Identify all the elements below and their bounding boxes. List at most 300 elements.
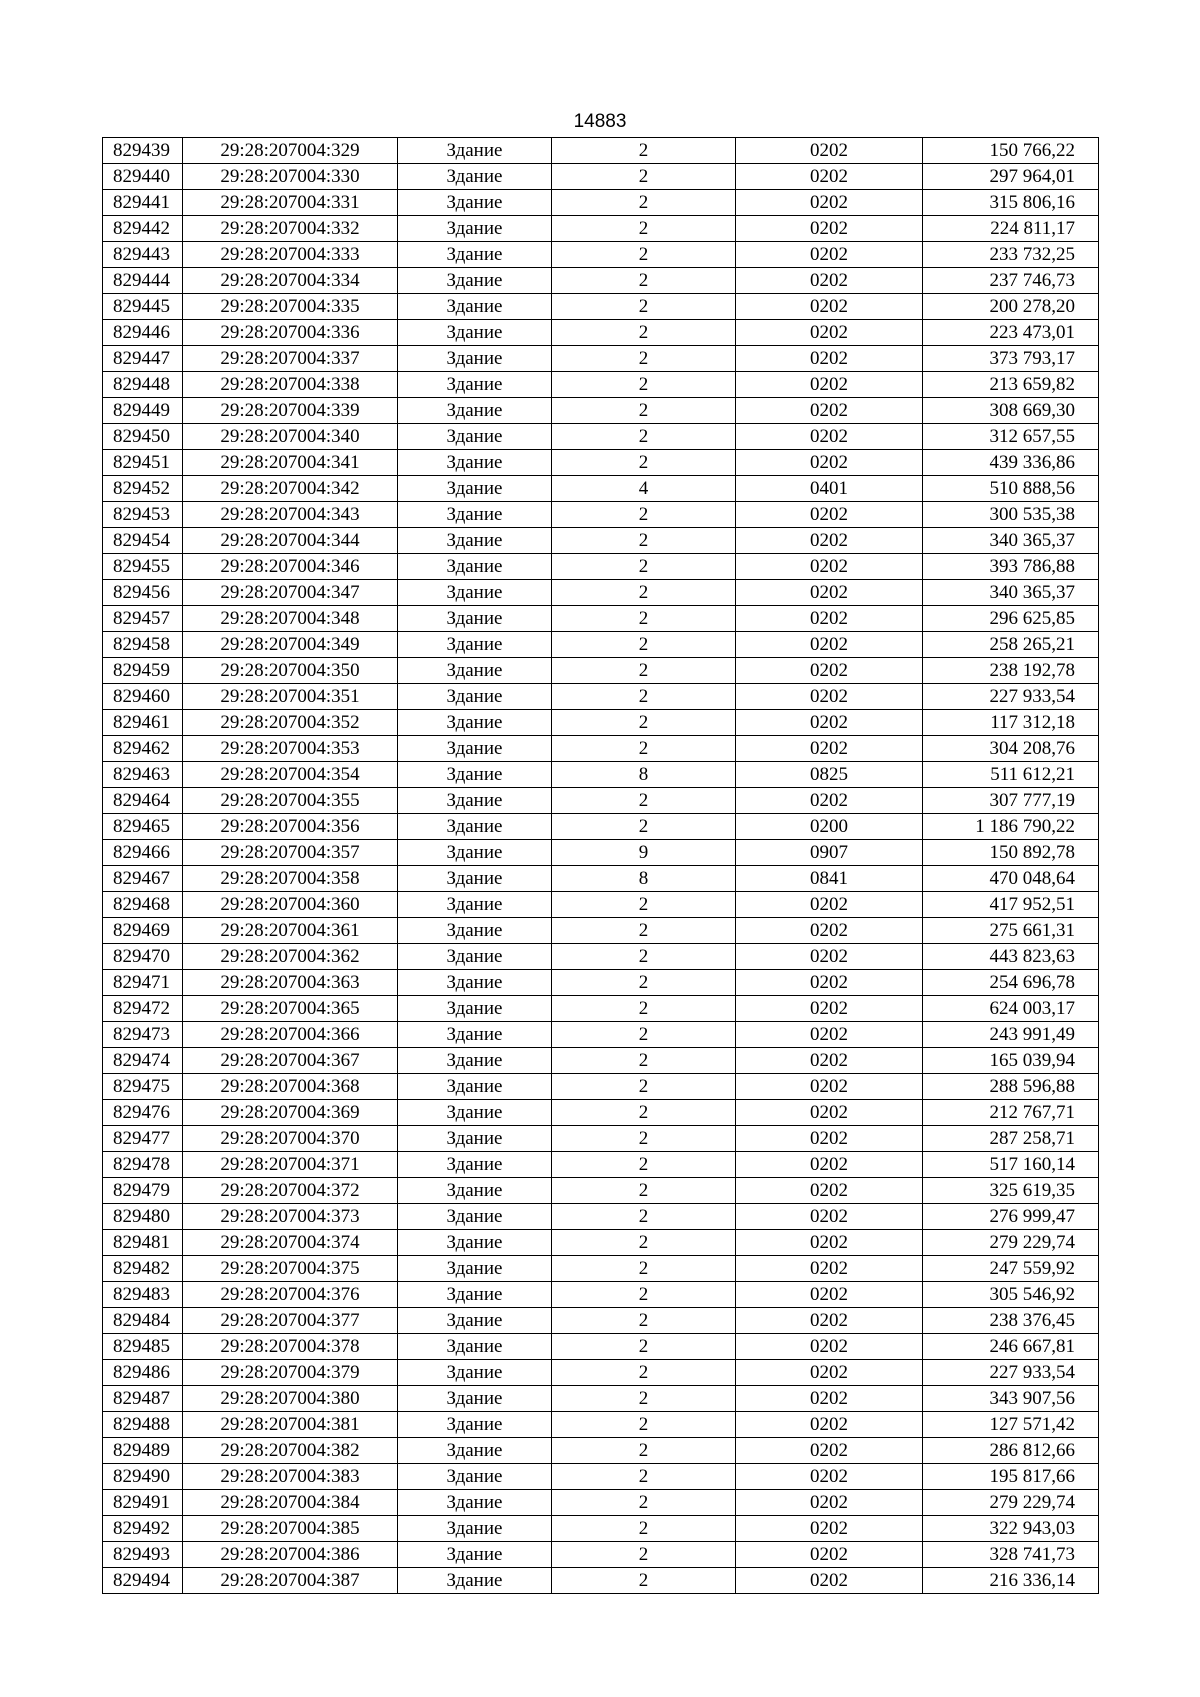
object-id-cell: 829458 [103,632,183,658]
table-row [103,1282,1099,1308]
object-type-cell: Здание [398,372,552,398]
group-cell: 2 [552,1464,736,1490]
cadastral-number-cell: 29:28:207004:344 [183,528,398,554]
table-row [103,1542,1099,1568]
group-cell: 8 [552,762,736,788]
cadastral-number-cell: 29:28:207004:382 [183,1438,398,1464]
subgroup-code-cell: 0202 [736,320,923,346]
group-cell: 2 [552,424,736,450]
object-type-cell: Здание [398,1152,552,1178]
cadastral-value-cell: 276 999,47 [923,1204,1099,1230]
object-id-cell: 829475 [103,1074,183,1100]
cadastral-number-cell: 29:28:207004:369 [183,1100,398,1126]
object-type-cell: Здание [398,1230,552,1256]
subgroup-code-cell: 0202 [736,736,923,762]
subgroup-code-cell: 0202 [736,970,923,996]
subgroup-code-cell: 0202 [736,1282,923,1308]
object-id-cell: 829450 [103,424,183,450]
object-type-cell: Здание [398,580,552,606]
cadastral-value-cell: 296 625,85 [923,606,1099,632]
group-cell: 2 [552,294,736,320]
group-cell: 2 [552,554,736,580]
object-type-cell: Здание [398,216,552,242]
table-row [103,1412,1099,1438]
subgroup-code-cell: 0202 [736,554,923,580]
cadastral-number-cell: 29:28:207004:358 [183,866,398,892]
subgroup-code-cell: 0202 [736,996,923,1022]
cadastral-number-cell: 29:28:207004:335 [183,294,398,320]
group-cell: 2 [552,814,736,840]
group-cell: 2 [552,1542,736,1568]
table-row [103,372,1099,398]
cadastral-number-cell: 29:28:207004:333 [183,242,398,268]
cadastral-number-cell: 29:28:207004:331 [183,190,398,216]
group-cell: 2 [552,788,736,814]
cadastral-number-cell: 29:28:207004:365 [183,996,398,1022]
cadastral-number-cell: 29:28:207004:367 [183,1048,398,1074]
group-cell: 2 [552,268,736,294]
subgroup-code-cell: 0202 [736,346,923,372]
object-id-cell: 829491 [103,1490,183,1516]
subgroup-code-cell: 0202 [736,1386,923,1412]
cadastral-value-cell: 117 312,18 [923,710,1099,736]
cadastral-number-cell: 29:28:207004:353 [183,736,398,762]
group-cell: 2 [552,450,736,476]
subgroup-code-cell: 0202 [736,1568,923,1594]
cadastral-value-cell: 328 741,73 [923,1542,1099,1568]
table-row [103,164,1099,190]
table-row [103,1074,1099,1100]
subgroup-code-cell: 0401 [736,476,923,502]
cadastral-number-cell: 29:28:207004:334 [183,268,398,294]
object-type-cell: Здание [398,684,552,710]
object-type-cell: Здание [398,476,552,502]
object-id-cell: 829484 [103,1308,183,1334]
table-row [103,268,1099,294]
cadastral-number-cell: 29:28:207004:386 [183,1542,398,1568]
subgroup-code-cell: 0202 [736,788,923,814]
object-id-cell: 829481 [103,1230,183,1256]
subgroup-code-cell: 0202 [736,1126,923,1152]
cadastral-number-cell: 29:28:207004:329 [183,138,398,164]
subgroup-code-cell: 0202 [736,242,923,268]
object-type-cell: Здание [398,1386,552,1412]
subgroup-code-cell: 0202 [736,944,923,970]
cadastral-value-cell: 307 777,19 [923,788,1099,814]
cadastral-number-cell: 29:28:207004:381 [183,1412,398,1438]
group-cell: 2 [552,216,736,242]
cadastral-value-cell: 304 208,76 [923,736,1099,762]
group-cell: 2 [552,710,736,736]
group-cell: 2 [552,320,736,346]
object-id-cell: 829476 [103,1100,183,1126]
group-cell: 2 [552,1230,736,1256]
table-row [103,1360,1099,1386]
group-cell: 2 [552,164,736,190]
object-id-cell: 829462 [103,736,183,762]
cadastral-number-cell: 29:28:207004:371 [183,1152,398,1178]
cadastral-number-cell: 29:28:207004:355 [183,788,398,814]
subgroup-code-cell: 0202 [736,892,923,918]
group-cell: 2 [552,1204,736,1230]
object-id-cell: 829454 [103,528,183,554]
subgroup-code-cell: 0202 [736,1542,923,1568]
object-id-cell: 829468 [103,892,183,918]
cadastral-value-cell: 624 003,17 [923,996,1099,1022]
object-id-cell: 829444 [103,268,183,294]
object-id-cell: 829456 [103,580,183,606]
page-number: 14883 [573,111,627,132]
object-type-cell: Здание [398,190,552,216]
subgroup-code-cell: 0202 [736,1334,923,1360]
object-id-cell: 829457 [103,606,183,632]
cadastral-number-cell: 29:28:207004:379 [183,1360,398,1386]
table-row [103,346,1099,372]
cadastral-value-cell: 238 192,78 [923,658,1099,684]
group-cell: 2 [552,1074,736,1100]
object-id-cell: 829487 [103,1386,183,1412]
cadastral-value-cell: 315 806,16 [923,190,1099,216]
group-cell: 2 [552,242,736,268]
cadastral-number-cell: 29:28:207004:357 [183,840,398,866]
subgroup-code-cell: 0202 [736,216,923,242]
object-type-cell: Здание [398,450,552,476]
cadastral-value-cell: 287 258,71 [923,1126,1099,1152]
subgroup-code-cell: 0202 [736,164,923,190]
table-row [103,476,1099,502]
table-row [103,788,1099,814]
object-type-cell: Здание [398,606,552,632]
cadastral-value-cell: 393 786,88 [923,554,1099,580]
group-cell: 2 [552,1048,736,1074]
group-cell: 8 [552,866,736,892]
table-row [103,1464,1099,1490]
subgroup-code-cell: 0202 [736,1074,923,1100]
group-cell: 2 [552,398,736,424]
subgroup-code-cell: 0202 [736,528,923,554]
object-id-cell: 829459 [103,658,183,684]
object-type-cell: Здание [398,242,552,268]
subgroup-code-cell: 0202 [736,684,923,710]
table-row [103,216,1099,242]
cadastral-value-cell: 233 732,25 [923,242,1099,268]
cadastral-number-cell: 29:28:207004:377 [183,1308,398,1334]
subgroup-code-cell: 0202 [736,632,923,658]
cadastral-value-table [102,137,1099,1594]
cadastral-number-cell: 29:28:207004:342 [183,476,398,502]
object-type-cell: Здание [398,866,552,892]
object-type-cell: Здание [398,892,552,918]
table-row [103,840,1099,866]
cadastral-number-cell: 29:28:207004:341 [183,450,398,476]
table-row [103,1256,1099,1282]
object-type-cell: Здание [398,424,552,450]
cadastral-number-cell: 29:28:207004:348 [183,606,398,632]
subgroup-code-cell: 0200 [736,814,923,840]
object-id-cell: 829442 [103,216,183,242]
object-type-cell: Здание [398,1412,552,1438]
table-row [103,684,1099,710]
object-id-cell: 829489 [103,1438,183,1464]
cadastral-number-cell: 29:28:207004:347 [183,580,398,606]
cadastral-number-cell: 29:28:207004:370 [183,1126,398,1152]
table-row [103,944,1099,970]
group-cell: 4 [552,476,736,502]
cadastral-value-cell: 223 473,01 [923,320,1099,346]
object-id-cell: 829460 [103,684,183,710]
cadastral-value-cell: 254 696,78 [923,970,1099,996]
table-row [103,1334,1099,1360]
cadastral-value-cell: 275 661,31 [923,918,1099,944]
cadastral-value-cell: 443 823,63 [923,944,1099,970]
group-cell: 2 [552,970,736,996]
object-type-cell: Здание [398,164,552,190]
object-id-cell: 829483 [103,1282,183,1308]
subgroup-code-cell: 0202 [736,1516,923,1542]
cadastral-value-cell: 511 612,21 [923,762,1099,788]
object-id-cell: 829494 [103,1568,183,1594]
cadastral-value-cell: 195 817,66 [923,1464,1099,1490]
cadastral-value-cell: 165 039,94 [923,1048,1099,1074]
cadastral-number-cell: 29:28:207004:350 [183,658,398,684]
subgroup-code-cell: 0202 [736,1412,923,1438]
subgroup-code-cell: 0202 [736,1256,923,1282]
object-type-cell: Здание [398,528,552,554]
subgroup-code-cell: 0202 [736,1230,923,1256]
cadastral-value-cell: 227 933,54 [923,684,1099,710]
cadastral-number-cell: 29:28:207004:349 [183,632,398,658]
subgroup-code-cell: 0202 [736,1438,923,1464]
object-type-cell: Здание [398,1256,552,1282]
subgroup-code-cell: 0202 [736,294,923,320]
object-id-cell: 829477 [103,1126,183,1152]
cadastral-value-cell: 325 619,35 [923,1178,1099,1204]
object-type-cell: Здание [398,1464,552,1490]
object-type-cell: Здание [398,294,552,320]
group-cell: 2 [552,918,736,944]
object-type-cell: Здание [398,502,552,528]
object-type-cell: Здание [398,632,552,658]
table-row [103,658,1099,684]
subgroup-code-cell: 0202 [736,398,923,424]
cadastral-value-cell: 227 933,54 [923,1360,1099,1386]
cadastral-number-cell: 29:28:207004:360 [183,892,398,918]
object-type-cell: Здание [398,1438,552,1464]
cadastral-number-cell: 29:28:207004:362 [183,944,398,970]
group-cell: 2 [552,1308,736,1334]
object-id-cell: 829445 [103,294,183,320]
object-type-cell: Здание [398,814,552,840]
group-cell: 2 [552,1490,736,1516]
cadastral-value-cell: 150 766,22 [923,138,1099,164]
cadastral-number-cell: 29:28:207004:330 [183,164,398,190]
subgroup-code-cell: 0841 [736,866,923,892]
object-type-cell: Здание [398,1022,552,1048]
subgroup-code-cell: 0202 [736,606,923,632]
cadastral-value-cell: 224 811,17 [923,216,1099,242]
group-cell: 2 [552,632,736,658]
object-id-cell: 829474 [103,1048,183,1074]
cadastral-value-cell: 216 336,14 [923,1568,1099,1594]
table-row [103,1126,1099,1152]
subgroup-code-cell: 0202 [736,372,923,398]
object-type-cell: Здание [398,398,552,424]
cadastral-value-cell: 297 964,01 [923,164,1099,190]
object-type-cell: Здание [398,1516,552,1542]
cadastral-value-cell: 279 229,74 [923,1230,1099,1256]
object-id-cell: 829455 [103,554,183,580]
cadastral-value-cell: 470 048,64 [923,866,1099,892]
table-row [103,554,1099,580]
cadastral-value-cell: 340 365,37 [923,528,1099,554]
group-cell: 2 [552,1334,736,1360]
table-row [103,1516,1099,1542]
table-row [103,606,1099,632]
object-id-cell: 829439 [103,138,183,164]
cadastral-value-cell: 322 943,03 [923,1516,1099,1542]
group-cell: 2 [552,1152,736,1178]
object-id-cell: 829467 [103,866,183,892]
table-row [103,1308,1099,1334]
subgroup-code-cell: 0825 [736,762,923,788]
object-id-cell: 829447 [103,346,183,372]
cadastral-number-cell: 29:28:207004:336 [183,320,398,346]
group-cell: 2 [552,996,736,1022]
cadastral-number-cell: 29:28:207004:383 [183,1464,398,1490]
cadastral-value-cell: 308 669,30 [923,398,1099,424]
cadastral-number-cell: 29:28:207004:343 [183,502,398,528]
cadastral-value-cell: 312 657,55 [923,424,1099,450]
cadastral-value-cell: 238 376,45 [923,1308,1099,1334]
table-row [103,632,1099,658]
group-cell: 2 [552,1386,736,1412]
subgroup-code-cell: 0202 [736,1022,923,1048]
table-body [103,138,1099,1594]
object-type-cell: Здание [398,554,552,580]
cadastral-number-cell: 29:28:207004:356 [183,814,398,840]
table-row [103,1386,1099,1412]
group-cell: 2 [552,1100,736,1126]
object-id-cell: 829493 [103,1542,183,1568]
object-type-cell: Здание [398,1100,552,1126]
object-type-cell: Здание [398,996,552,1022]
subgroup-code-cell: 0202 [736,1204,923,1230]
table-row [103,710,1099,736]
table-row [103,1204,1099,1230]
table-row [103,736,1099,762]
object-type-cell: Здание [398,320,552,346]
subgroup-code-cell: 0202 [736,1490,923,1516]
table-row [103,1048,1099,1074]
object-id-cell: 829488 [103,1412,183,1438]
subgroup-code-cell: 0202 [736,502,923,528]
cadastral-number-cell: 29:28:207004:340 [183,424,398,450]
group-cell: 9 [552,840,736,866]
object-type-cell: Здание [398,840,552,866]
object-id-cell: 829443 [103,242,183,268]
object-type-cell: Здание [398,918,552,944]
object-id-cell: 829472 [103,996,183,1022]
table-row [103,996,1099,1022]
cadastral-value-cell: 213 659,82 [923,372,1099,398]
object-id-cell: 829446 [103,320,183,346]
cadastral-number-cell: 29:28:207004:351 [183,684,398,710]
table-row [103,892,1099,918]
group-cell: 2 [552,580,736,606]
table-row [103,528,1099,554]
group-cell: 2 [552,1178,736,1204]
object-type-cell: Здание [398,346,552,372]
cadastral-value-cell: 258 265,21 [923,632,1099,658]
group-cell: 2 [552,1568,736,1594]
subgroup-code-cell: 0202 [736,1360,923,1386]
table-row [103,450,1099,476]
group-cell: 2 [552,1360,736,1386]
object-type-cell: Здание [398,1074,552,1100]
group-cell: 2 [552,1412,736,1438]
object-type-cell: Здание [398,1204,552,1230]
cadastral-number-cell: 29:28:207004:366 [183,1022,398,1048]
cadastral-value-cell: 1 186 790,22 [923,814,1099,840]
object-id-cell: 829492 [103,1516,183,1542]
subgroup-code-cell: 0202 [736,1048,923,1074]
object-type-cell: Здание [398,268,552,294]
group-cell: 2 [552,138,736,164]
group-cell: 2 [552,944,736,970]
table-row [103,1178,1099,1204]
object-id-cell: 829461 [103,710,183,736]
object-type-cell: Здание [398,736,552,762]
cadastral-value-cell: 300 535,38 [923,502,1099,528]
object-id-cell: 829478 [103,1152,183,1178]
table-row [103,424,1099,450]
subgroup-code-cell: 0202 [736,450,923,476]
object-type-cell: Здание [398,1490,552,1516]
object-id-cell: 829486 [103,1360,183,1386]
cadastral-value-cell: 510 888,56 [923,476,1099,502]
object-type-cell: Здание [398,138,552,164]
subgroup-code-cell: 0202 [736,1308,923,1334]
group-cell: 2 [552,736,736,762]
cadastral-number-cell: 29:28:207004:361 [183,918,398,944]
table-row [103,398,1099,424]
object-id-cell: 829465 [103,814,183,840]
subgroup-code-cell: 0202 [736,1152,923,1178]
cadastral-value-cell: 343 907,56 [923,1386,1099,1412]
cadastral-number-cell: 29:28:207004:387 [183,1568,398,1594]
group-cell: 2 [552,190,736,216]
object-id-cell: 829451 [103,450,183,476]
cadastral-number-cell: 29:28:207004:363 [183,970,398,996]
object-id-cell: 829479 [103,1178,183,1204]
cadastral-number-cell: 29:28:207004:378 [183,1334,398,1360]
subgroup-code-cell: 0907 [736,840,923,866]
cadastral-number-cell: 29:28:207004:374 [183,1230,398,1256]
object-type-cell: Здание [398,1568,552,1594]
object-id-cell: 829463 [103,762,183,788]
cadastral-number-cell: 29:28:207004:375 [183,1256,398,1282]
group-cell: 2 [552,346,736,372]
group-cell: 2 [552,502,736,528]
cadastral-number-cell: 29:28:207004:338 [183,372,398,398]
cadastral-value-cell: 150 892,78 [923,840,1099,866]
group-cell: 2 [552,1022,736,1048]
cadastral-number-cell: 29:28:207004:337 [183,346,398,372]
subgroup-code-cell: 0202 [736,424,923,450]
object-type-cell: Здание [398,762,552,788]
object-id-cell: 829466 [103,840,183,866]
table-row [103,970,1099,996]
